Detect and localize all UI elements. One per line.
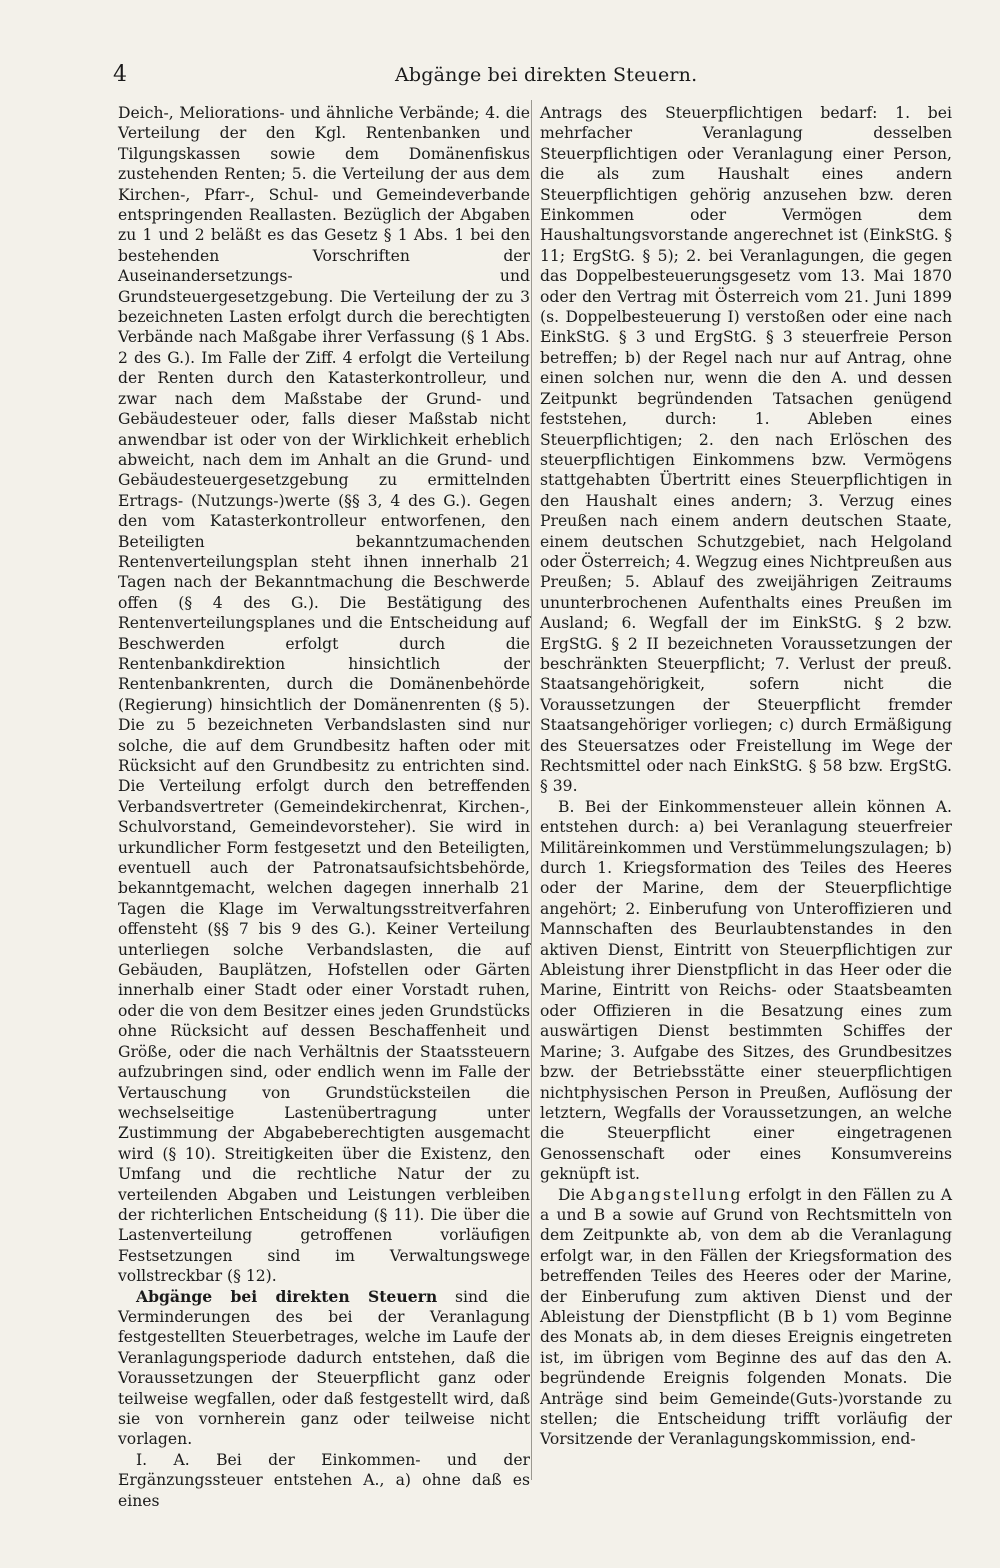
paragraph bbox=[118, 1287, 530, 1450]
running-title: Abgänge bei direkten Steuern. bbox=[395, 64, 698, 86]
spaced-term: Abgangstellung bbox=[590, 1185, 743, 1204]
paragraph: Antrags des Steuerpflichtigen bedarf: 1. bei mehrfacher Veranlagung desselben Steuerpflichtigen oder Veranlagung einer Person, die als zum Haushalt eines andern Steuerpflichtigen gehörig anzusehen bzw. deren Einkommen oder Vermögen dem Haushaltungsvorstande angerechnet ist (EinkStG. § 11; ErgStG. § 5); 2. bei Veranlagungen, die gegen das Doppelbesteuerungsgesetz vom 13. Mai 1870 oder den Vertrag mit Österreich vom 21. Juni 1899 (s. Doppelbesteuerung I) verstoßen oder eine nach EinkStG. § 3 und ErgStG. § 3 steuerfreie Person betreffen; b) der Regel nach nur auf Antrag, ohne einen solchen nur, wenn die den A. und dessen Zeitpunkt begründenden Tatsachen genügend feststehen, durch: 1. Ableben eines Steuerpflichtigen; 2. den nach Erlöschen des steuerpflichtigen Einkommens bzw. Vermögens stattgehabten Übertritt eines Steuerpflichtigen in den Haushalt eines andern; 3. Verzug eines Preußen nach einem andern deutschen Staate, einem deutschen Schutzgebiet, nach Helgoland oder Österreich; 4. Wegzug eines Nichtpreußen aus Preußen; 5. Ablauf des zweijährigen Zeitraums ununterbrochenen Aufenthalts eines Preußen im Ausland; 6. Wegfall der im EinkStG. § 2 bzw. ErgStG. § 2 II bezeichneten Voraussetzungen der beschränkten Steuerpflicht; 7. Verlust der preuß. Staatsangehörigkeit, sofern nicht die Voraussetzungen der Steuerpflicht fremder Staatsangehöriger vorliegen; c) durch Ermäßigung des Steuersatzes oder Freistellung im Wege der Rechtsmittel oder nach EinkStG. § 58 bzw. ErgStG. § 39. bbox=[540, 104, 952, 796]
paragraph: B. Bei der Einkommensteuer allein können A. entstehen durch: a) bei Veranlagung steuerfreier Militäreinkommen und Verstümmelungszulagen; b) durch 1. Kriegsformation des Teiles des Heeres oder der Marine, dem der Steuerpflichtige angehört; 2. Einberufung von Unteroffizieren und Mannschaften des Beurlaubtenstandes in den aktiven Dienst, Eintritt von Steuerpflichtigen zur Ableistung ihrer Dienstpflicht in das Heer oder die Marine, Eintritt von Reichs- oder Staatsbeamten oder Offizieren in die Besatzung eines zum auswärtigen Dienst bestimmten Schiffes der Marine; 3. Aufgabe des Sitzes, des Grundbesitzes bzw. der Betriebsstätte einer steuerpflichtigen nichtphysischen Person in Preußen, Auflösung der letztern, Wegfalls der Voraussetzungen, an welche die Steuerpflicht einer eingetragenen Genossenschaft oder eines Konsumvereins geknüpft ist. bbox=[540, 797, 952, 1184]
entry-text: sind die Verminderungen des bei der Veranlagung festgestellten Steuerbetrages, welche im Laufe der Veranlagungsperiode dadurch entstehen, daß die Voraussetzungen der Steuerpflicht ganz oder teilweise wegfallen, oder daß festgestellt wird, daß sie von vornherein ganz oder teilweise nicht vorlagen. bbox=[118, 1287, 530, 1449]
entry-heading: Abgänge bei direkten Steuern bbox=[136, 1286, 438, 1306]
paragraph: I. A. Bei der Einkommen- und der Ergänzungssteuer entstehen A., a) ohne daß es eines bbox=[118, 1450, 530, 1510]
paragraph-lead: Die bbox=[558, 1185, 591, 1204]
page-number: 4 bbox=[113, 62, 127, 87]
left-column bbox=[118, 103, 530, 1511]
paragraph bbox=[540, 1185, 952, 1450]
paragraph-text: erfolgt in den Fällen zu A a und B a sowie auf Grund von Rechtsmitteln von dem Zeitpunkte ab, von dem ab die Veranlagung erfolgt war, in den Fällen der Kriegsformation des betreffenden Teiles des Heeres oder der Marine, der Einberufung zum aktiven Dienst und der Ableistung der Dienstpflicht (B b 1) vom Beginne des Monats ab, in dem dieses Ereignis eingetreten ist, im übrigen vom Beginne des auf das den A. begründende Ereignis folgenden Monats. Die Anträge sind beim Gemeinde(Guts-)vorstande zu stellen; die Entscheidung trifft vorläufig der Vorsitzende der Veranlagungskommission, end- bbox=[540, 1185, 952, 1449]
right-column bbox=[540, 103, 952, 1450]
column-divider bbox=[531, 100, 532, 1480]
paragraph: Deich-, Meliorations- und ähnliche Verbände; 4. die Verteilung der den Kgl. Rentenbanken und Tilgungskassen sowie dem Domänenfiskus zustehenden Renten; 5. die Verteilung der aus dem Kirchen-, Pfarr-, Schul- und Gemeindeverbande entspringenden Reallasten. Bezüglich der Abgaben zu 1 und 2 beläßt es das Gesetz § 1 Abs. 1 bei den bestehenden Vorschriften der Auseinandersetzungs- und Grundsteuergesetzgebung. Die Verteilung der zu 3 bezeichneten Lasten erfolgt durch die berechtigten Verbände nach Maßgabe ihrer Verfassung (§ 1 Abs. 2 des G.). Im Falle der Ziff. 4 erfolgt die Verteilung der Renten durch den Katasterkontrolleur, und zwar nach dem Maßstabe der Grund- und Gebäudesteuer oder, falls dieser Maßstab nicht anwendbar ist oder von der Wirklichkeit erheblich abweicht, nach dem im Anhalt an die Grund- und Gebäudesteuergesetzgebung zu ermittelnden Ertrags- (Nutzungs-)werte (§§ 3, 4 des G.). Gegen den vom Katasterkontrolleur entworfenen, den Beteiligten bekanntzumachenden Rentenverteilungsplan steht ihnen innerhalb 21 Tagen nach der Bekanntmachung die Beschwerde offen (§ 4 des G.). Die Bestätigung des Rentenverteilungsplanes und die Entscheidung auf Beschwerden erfolgt durch die Rentenbankdirektion hinsichtlich der Rentenbankrenten, durch die Domänenbehörde (Regierung) hinsichtlich der Domänenrenten (§ 5). Die zu 5 bezeichneten Verbandslasten sind nur solche, die auf dem Grundbesitz haften oder mit Rücksicht auf den Grundbesitz zu entrichten sind. Die Verteilung erfolgt durch den betreffenden Verbandsvertreter (Gemeindekirchenrat, Kirchen-, Schulvorstand, Gemeindevorsteher). Sie wird in urkundlicher Form festgesetzt und den Beteiligten, eventuell auch der Patronatsaufsichtsbehörde, bekanntgemacht, welchen dagegen innerhalb 21 Tagen die Klage im Verwaltungsstreitverfahren offensteht (§§ 7 bis 9 des G.). Keiner Verteilung unterliegen solche Verbandslasten, die auf Gebäuden, Bauplätzen, Hofstellen oder Gärten innerhalb einer Stadt oder einer Vorstadt ruhen, oder die von dem Besitzer eines jeden Grundstücks ohne Rücksicht auf dessen Beschaffenheit und Größe, oder die nach Verhältnis der Staatssteuern aufzubringen sind, oder endlich wenn im Falle der Vertauschung von Grundstücksteilen die wechselseitige Lastenübertragung unter Zustimmung der Abgabeberechtigten ausgemacht wird (§ 10). Streitigkeiten über die Existenz, den Umfang und die rechtliche Natur der zu verteilenden Abgaben und Leistungen verbleiben der richterlichen Entscheidung (§ 11). Die über die Lastenverteilung getroffenen vorläufigen Festsetzungen sind im Verwaltungswege vollstreckbar (§ 12). bbox=[118, 104, 530, 1286]
